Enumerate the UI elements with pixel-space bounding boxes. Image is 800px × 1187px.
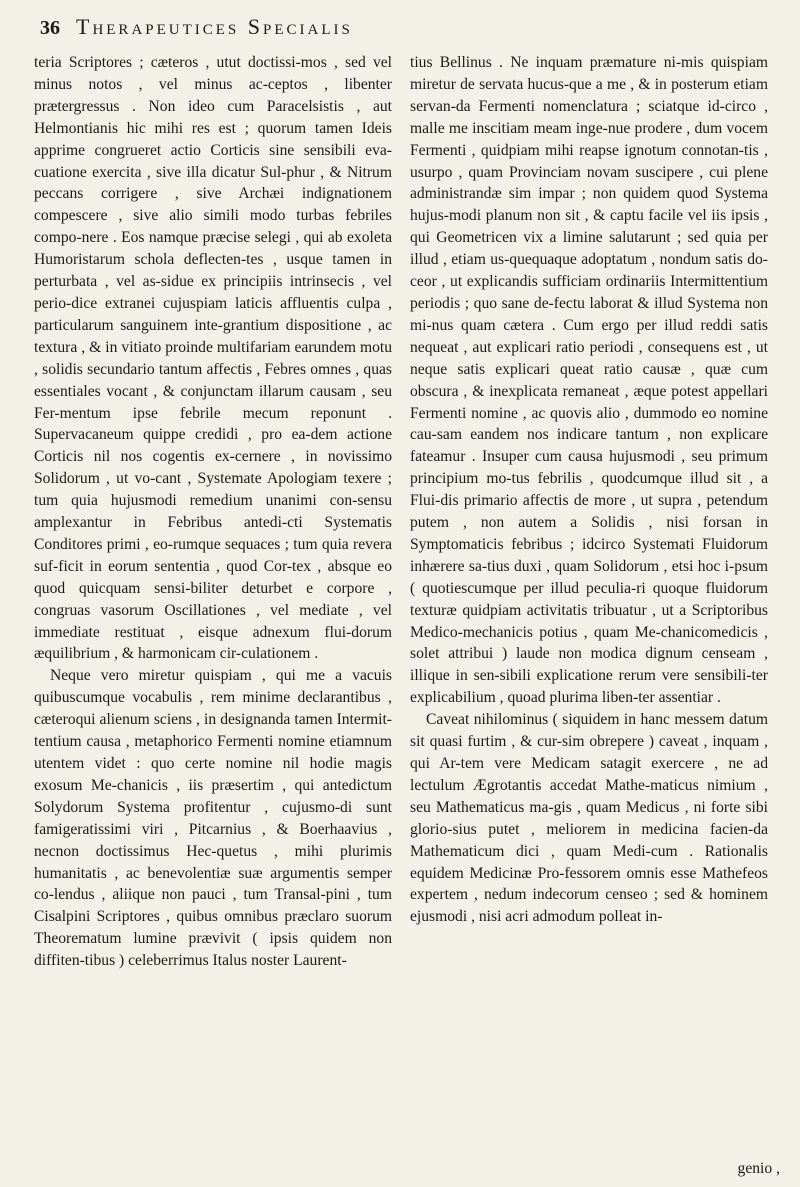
right-column [410,52,768,928]
running-title: Therapeutices Specialis [76,14,353,39]
catchword: genio , [737,1160,780,1177]
paragraph: Neque vero miretur quispiam , qui me a vacuis quibuscumque vocabulis , rem minime declarantibus , cæteroqui alienum sciens , in designanda tamen Intermit-tentium causa , metaphorico Fermenti nomine etiamnum utentem videt : quo certe nomine nil hodie magis exosum Me-chanicis , iis præsertim , qui antedictum Solydorum Systema profitentur , cujusmo-di sunt famigeratissimi viri , Pitcarnius , & Boerhaavius , necnon doctissimus Hec-quetus , mihi plurimis humanitatis , ac benevolentiæ suæ argumentis semper co-lendus , aliique non pauci , tum Transal-pini , tum Cisalpini Scriptores , quibus omnibus præclaro suorum Theorematum lumine prævivit ( ipsis quidem non diffiten-tibus ) celeberrimus Italus noster Laurent- [34,667,392,970]
left-column [34,52,392,972]
page-header [40,14,780,48]
paragraph: teria Scriptores ; cæteros , utut doctissi-mos , sed vel minus notos , vel minus ac-ceptos , libenter prætergressus . Non ideo cum Paracelsistis , aut Helmontianis hic mihi res est ; quorum tamen Ideis apprime congrueret actio Corticis sine sensibili eva-cuatione exercita , sive illa dicatur Sul-phur , & Nitrum peccans corrigere , sive Archæi indignationem compescere , sive alio simili modo turbas febriles compo-nere . Eos namque præcise selegi , qui ab exoleta Humoristarum schola deflecten-tes , usque tamen in perturbata , vel as-sidue ex principiis intrinsecis , vel perio-dice extranei cujuspiam laticis affluentis culpa , particularum sanguinem inte-grantium dispositione , ac textura , & in vitiato proinde multifariam earundem motu , solidis secundario tantum affectis , Febres omnes , quas essentiales vocant , & conjunctam illarum causam , seu Fer-mentum ipse febrile mecum reponunt . Supervacaneum quippe credidi , pro ea-dem actione Corticis nil nos cogentis ex-cernere , in novissimo Solidorum , ut vo-cant , Systemate Apologiam texere ; tum quia hujusmodi remedium unanimi con-sensu amplexantur in Febribus antedi-cti Systematis Conditores primi , eo-rumque sequaces ; tum quia revera suf-ficit in eorum sententia , quod Cor-tex , absque eo quod quicquam sensi-biliter deturbet e corpore , congruas vasorum Oscillationes , vel mediate , vel immediate restituat , eisque adnexum flui-dorum æquilibrium , & harmonicam cir-culationem . [34,54,392,663]
paragraph: tius Bellinus . Ne inquam præmature ni-mis quispiam miretur de servata hucus-que a me , & in posterum etiam servan-da Fermenti nomenclatura ; sciatque id-circo , malle me inscitiam meam inge-nue prodere , dum vocem Fermenti , quidpiam mihi reapse ignotum connotan-tis , usurpo , quam Provinciam novam suscipere , cui plene administrandæ sim impar ; non quidem quod Systema hujus-modi planum non sit , & captu facile vel iis ipsis , qui Geometricen vix a limine salutarunt ; sed quia per illud , etiam us-quequaque adoptatum , nondum satis do-ceor , ut explicandis sufficiam ordinariis Intermittentium periodis ; quo sane de-fectu laborat & illud Systema non mi-nus quam cætera . Cum ergo per illud reddi satis nequeat , aut explicari ratio periodi , consequens est , ut neque satis explicari queat ratio causæ , quæ cum obscura , & inexplicata remaneat , æque potest appellari Fermenti nomine , ac quovis alio , dummodo eo nomine cau-sam eandem nos indicare tantum , non explicare fateamur . Insuper cum causa hujusmodi , seu primum principium mo-tus febrilis , quodcumque illud sit , a Flui-dis primario affectis de more , ut supra , petendum putem , non autem a Solidis , nisi forsan in Symptomaticis febribus ; idcirco Systemati Fluidorum inhærere sa-tius duxi , quam Solidorum , etsi hoc i-psum ( quotiescumque per illud peculia-ri quoque fluidorum texturæ quidpiam activitatis tribuatur , ut a Scriptoribus Medico-mechanicis potius , quam Me-chanicomedicis , solet attribui ) laude non modica dignum censeam , illique in sen-sibili explicatione rerum vere sensibili-ter explicabilium , quoad plurima liben-ter assentiar . [410,54,768,707]
page-number: 36 [40,17,60,39]
paragraph: Caveat nihilominus ( siquidem in hanc messem datum sit quasi furtim , & cur-sim obrepere ) caveat , inquam , qui Ar-tem vere Medicam satagit exercere , ne ad lectulum Ægrotantis accedat Mathe-maticus nimium , seu Mathematicus ma-gis , quam Medicus , ni forte sibi glorio-sius putet , meliorem in medicina facien-da Mathematicum dici , quam Medi-cum . Rationalis equidem Medicinæ Pro-fessorem omnis esse Mathefeos expertem , nedum indecorum censeo ; sed & hominem ejusmodi , nisi acri admodum polleat in- [410,711,768,926]
